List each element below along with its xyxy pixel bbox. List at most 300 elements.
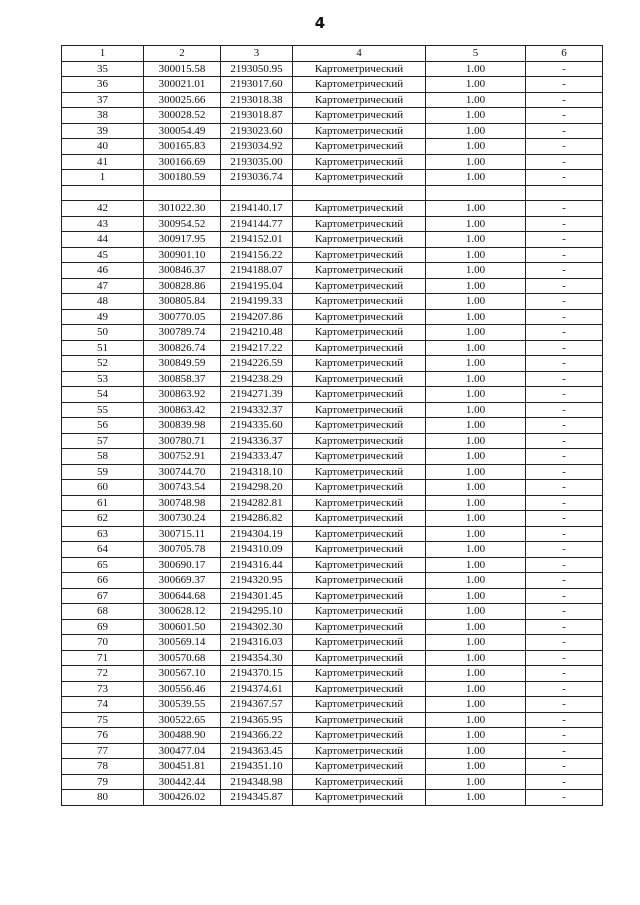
accuracy-cell: 1.00 — [426, 495, 526, 511]
point-number-cell: 80 — [62, 790, 144, 806]
y-coordinate-cell — [221, 185, 293, 201]
method-cell: Картометрический — [293, 650, 426, 666]
y-coordinate-cell: 2194320.95 — [221, 573, 293, 589]
x-coordinate-cell: 300021.01 — [144, 77, 221, 93]
accuracy-cell: 1.00 — [426, 573, 526, 589]
accuracy-cell: 1.00 — [426, 728, 526, 744]
x-coordinate-cell: 300539.55 — [144, 697, 221, 713]
y-coordinate-cell: 2193034.92 — [221, 139, 293, 155]
note-cell: - — [526, 139, 603, 155]
note-cell: - — [526, 108, 603, 124]
point-number-cell: 43 — [62, 216, 144, 232]
x-coordinate-cell: 300858.37 — [144, 371, 221, 387]
table-row — [62, 340, 603, 356]
point-number-cell: 76 — [62, 728, 144, 744]
accuracy-cell: 1.00 — [426, 542, 526, 558]
point-number-cell: 55 — [62, 402, 144, 418]
point-number-cell: 72 — [62, 666, 144, 682]
point-number-cell: 57 — [62, 433, 144, 449]
point-number-cell: 41 — [62, 154, 144, 170]
x-coordinate-cell: 300826.74 — [144, 340, 221, 356]
point-number-cell: 54 — [62, 387, 144, 403]
y-coordinate-cell: 2193023.60 — [221, 123, 293, 139]
x-coordinate-cell: 300522.65 — [144, 712, 221, 728]
method-cell: Картометрический — [293, 123, 426, 139]
y-coordinate-cell: 2194226.59 — [221, 356, 293, 372]
method-cell: Картометрический — [293, 449, 426, 465]
table-row — [62, 697, 603, 713]
accuracy-cell: 1.00 — [426, 356, 526, 372]
accuracy-cell: 1.00 — [426, 650, 526, 666]
y-coordinate-cell: 2194354.30 — [221, 650, 293, 666]
x-coordinate-cell: 300901.10 — [144, 247, 221, 263]
note-cell — [526, 185, 603, 201]
note-cell: - — [526, 201, 603, 217]
accuracy-cell: 1.00 — [426, 371, 526, 387]
point-number-cell: 66 — [62, 573, 144, 589]
x-coordinate-cell: 300748.98 — [144, 495, 221, 511]
method-cell: Картометрический — [293, 247, 426, 263]
accuracy-cell: 1.00 — [426, 557, 526, 573]
method-cell: Картометрический — [293, 201, 426, 217]
method-cell: Картометрический — [293, 340, 426, 356]
y-coordinate-cell: 2194207.86 — [221, 309, 293, 325]
note-cell: - — [526, 371, 603, 387]
table-row — [62, 480, 603, 496]
accuracy-cell: 1.00 — [426, 712, 526, 728]
y-coordinate-cell: 2194374.61 — [221, 681, 293, 697]
x-coordinate-cell: 300730.24 — [144, 511, 221, 527]
note-cell: - — [526, 697, 603, 713]
x-coordinate-cell: 300863.92 — [144, 387, 221, 403]
y-coordinate-cell: 2194144.77 — [221, 216, 293, 232]
point-number-cell: 38 — [62, 108, 144, 124]
method-cell: Картометрический — [293, 77, 426, 93]
note-cell: - — [526, 759, 603, 775]
accuracy-cell: 1.00 — [426, 170, 526, 186]
method-cell: Картометрический — [293, 728, 426, 744]
accuracy-cell: 1.00 — [426, 278, 526, 294]
x-coordinate-cell: 301022.30 — [144, 201, 221, 217]
method-cell: Картометрический — [293, 263, 426, 279]
method-cell: Картометрический — [293, 774, 426, 790]
y-coordinate-cell: 2194363.45 — [221, 743, 293, 759]
note-cell: - — [526, 170, 603, 186]
x-coordinate-cell: 300644.68 — [144, 588, 221, 604]
table-row — [62, 387, 603, 403]
method-cell: Картометрический — [293, 402, 426, 418]
y-coordinate-cell: 2194199.33 — [221, 294, 293, 310]
method-cell — [293, 185, 426, 201]
table-row — [62, 92, 603, 108]
table-row — [62, 759, 603, 775]
x-coordinate-cell: 300601.50 — [144, 619, 221, 635]
table-row — [62, 433, 603, 449]
accuracy-cell: 1.00 — [426, 681, 526, 697]
method-cell: Картометрический — [293, 542, 426, 558]
x-coordinate-cell: 300569.14 — [144, 635, 221, 651]
x-coordinate-cell: 300570.68 — [144, 650, 221, 666]
method-cell: Картометрический — [293, 712, 426, 728]
note-cell: - — [526, 247, 603, 263]
method-cell: Картометрический — [293, 294, 426, 310]
method-cell: Картометрический — [293, 573, 426, 589]
x-coordinate-cell: 300744.70 — [144, 464, 221, 480]
y-coordinate-cell: 2194351.10 — [221, 759, 293, 775]
accuracy-cell: 1.00 — [426, 511, 526, 527]
y-coordinate-cell: 2194286.82 — [221, 511, 293, 527]
accuracy-cell: 1.00 — [426, 92, 526, 108]
table-row — [62, 108, 603, 124]
table-row — [62, 743, 603, 759]
table-row — [62, 495, 603, 511]
method-cell: Картометрический — [293, 557, 426, 573]
note-cell: - — [526, 92, 603, 108]
method-cell: Картометрический — [293, 325, 426, 341]
method-cell: Картометрический — [293, 635, 426, 651]
point-number-cell: 63 — [62, 526, 144, 542]
table-row — [62, 666, 603, 682]
accuracy-cell: 1.00 — [426, 247, 526, 263]
coordinates-table — [61, 45, 603, 806]
note-cell: - — [526, 619, 603, 635]
table-row — [62, 402, 603, 418]
point-number-cell: 45 — [62, 247, 144, 263]
x-coordinate-cell: 300628.12 — [144, 604, 221, 620]
accuracy-cell: 1.00 — [426, 635, 526, 651]
table-row — [62, 201, 603, 217]
y-coordinate-cell: 2193017.60 — [221, 77, 293, 93]
y-coordinate-cell: 2193050.95 — [221, 61, 293, 77]
note-cell: - — [526, 340, 603, 356]
y-coordinate-cell: 2194336.37 — [221, 433, 293, 449]
point-number-cell: 53 — [62, 371, 144, 387]
method-cell: Картометрический — [293, 154, 426, 170]
accuracy-cell: 1.00 — [426, 402, 526, 418]
x-coordinate-cell: 300015.58 — [144, 61, 221, 77]
table-separator-row — [62, 185, 603, 201]
point-number-cell: 77 — [62, 743, 144, 759]
y-coordinate-cell: 2194316.03 — [221, 635, 293, 651]
table-row — [62, 526, 603, 542]
accuracy-cell: 1.00 — [426, 294, 526, 310]
y-coordinate-cell: 2194301.45 — [221, 588, 293, 604]
note-cell: - — [526, 464, 603, 480]
table-row — [62, 325, 603, 341]
note-cell: - — [526, 294, 603, 310]
point-number-cell: 1 — [62, 170, 144, 186]
x-coordinate-cell: 300442.44 — [144, 774, 221, 790]
x-coordinate-cell: 300839.98 — [144, 418, 221, 434]
y-coordinate-cell: 2194304.19 — [221, 526, 293, 542]
note-cell: - — [526, 232, 603, 248]
table-row — [62, 790, 603, 806]
table-row — [62, 650, 603, 666]
table-row — [62, 139, 603, 155]
accuracy-cell: 1.00 — [426, 61, 526, 77]
point-number-cell: 39 — [62, 123, 144, 139]
note-cell: - — [526, 557, 603, 573]
x-coordinate-cell: 300846.37 — [144, 263, 221, 279]
table-row — [62, 216, 603, 232]
accuracy-cell: 1.00 — [426, 216, 526, 232]
table-row — [62, 263, 603, 279]
method-cell: Картометрический — [293, 61, 426, 77]
table-header-row — [62, 46, 603, 62]
table-row — [62, 681, 603, 697]
y-coordinate-cell: 2194217.22 — [221, 340, 293, 356]
x-coordinate-cell: 300166.69 — [144, 154, 221, 170]
accuracy-cell: 1.00 — [426, 154, 526, 170]
point-number-cell: 78 — [62, 759, 144, 775]
x-coordinate-cell: 300780.71 — [144, 433, 221, 449]
column-header-x-coordinate: 2 — [144, 46, 221, 62]
accuracy-cell: 1.00 — [426, 309, 526, 325]
method-cell: Картометрический — [293, 604, 426, 620]
x-coordinate-cell: 300028.52 — [144, 108, 221, 124]
method-cell: Картометрический — [293, 433, 426, 449]
x-coordinate-cell: 300567.10 — [144, 666, 221, 682]
note-cell: - — [526, 61, 603, 77]
note-cell: - — [526, 154, 603, 170]
method-cell: Картометрический — [293, 309, 426, 325]
method-cell: Картометрический — [293, 759, 426, 775]
column-header-accuracy: 5 — [426, 46, 526, 62]
y-coordinate-cell: 2194316.44 — [221, 557, 293, 573]
method-cell: Картометрический — [293, 681, 426, 697]
page-number: 4 — [314, 14, 326, 32]
method-cell: Картометрический — [293, 588, 426, 604]
note-cell: - — [526, 728, 603, 744]
point-number-cell: 65 — [62, 557, 144, 573]
method-cell: Картометрический — [293, 480, 426, 496]
note-cell: - — [526, 743, 603, 759]
point-number-cell: 48 — [62, 294, 144, 310]
accuracy-cell: 1.00 — [426, 325, 526, 341]
note-cell: - — [526, 263, 603, 279]
y-coordinate-cell: 2194348.98 — [221, 774, 293, 790]
accuracy-cell: 1.00 — [426, 418, 526, 434]
accuracy-cell: 1.00 — [426, 433, 526, 449]
x-coordinate-cell: 300863.42 — [144, 402, 221, 418]
table-row — [62, 154, 603, 170]
y-coordinate-cell: 2193018.87 — [221, 108, 293, 124]
table-row — [62, 371, 603, 387]
table-row — [62, 635, 603, 651]
accuracy-cell: 1.00 — [426, 480, 526, 496]
method-cell: Картометрический — [293, 356, 426, 372]
y-coordinate-cell: 2194238.29 — [221, 371, 293, 387]
note-cell: - — [526, 123, 603, 139]
note-cell: - — [526, 418, 603, 434]
column-header-point-number: 1 — [62, 46, 144, 62]
x-coordinate-cell: 300805.84 — [144, 294, 221, 310]
accuracy-cell: 1.00 — [426, 201, 526, 217]
y-coordinate-cell: 2194370.15 — [221, 666, 293, 682]
point-number-cell: 67 — [62, 588, 144, 604]
y-coordinate-cell: 2194298.20 — [221, 480, 293, 496]
table-row — [62, 604, 603, 620]
note-cell: - — [526, 449, 603, 465]
table-row — [62, 309, 603, 325]
method-cell: Картометрический — [293, 495, 426, 511]
y-coordinate-cell: 2193036.74 — [221, 170, 293, 186]
method-cell: Картометрический — [293, 619, 426, 635]
note-cell: - — [526, 666, 603, 682]
table-row — [62, 232, 603, 248]
note-cell: - — [526, 216, 603, 232]
note-cell: - — [526, 433, 603, 449]
point-number-cell: 44 — [62, 232, 144, 248]
point-number-cell: 56 — [62, 418, 144, 434]
x-coordinate-cell: 300849.59 — [144, 356, 221, 372]
x-coordinate-cell: 300165.83 — [144, 139, 221, 155]
note-cell: - — [526, 480, 603, 496]
table-row — [62, 294, 603, 310]
point-number-cell: 79 — [62, 774, 144, 790]
table-row — [62, 170, 603, 186]
table-row — [62, 123, 603, 139]
point-number-cell: 75 — [62, 712, 144, 728]
point-number-cell: 71 — [62, 650, 144, 666]
method-cell: Картометрический — [293, 371, 426, 387]
table-row — [62, 449, 603, 465]
y-coordinate-cell: 2194333.47 — [221, 449, 293, 465]
accuracy-cell — [426, 185, 526, 201]
table-row — [62, 588, 603, 604]
note-cell: - — [526, 77, 603, 93]
y-coordinate-cell: 2194345.87 — [221, 790, 293, 806]
x-coordinate-cell: 300556.46 — [144, 681, 221, 697]
point-number-cell: 59 — [62, 464, 144, 480]
accuracy-cell: 1.00 — [426, 790, 526, 806]
accuracy-cell: 1.00 — [426, 774, 526, 790]
y-coordinate-cell: 2193035.00 — [221, 154, 293, 170]
note-cell: - — [526, 635, 603, 651]
y-coordinate-cell: 2194152.01 — [221, 232, 293, 248]
note-cell: - — [526, 542, 603, 558]
y-coordinate-cell: 2194140.17 — [221, 201, 293, 217]
accuracy-cell: 1.00 — [426, 340, 526, 356]
method-cell: Картометрический — [293, 511, 426, 527]
point-number-cell: 42 — [62, 201, 144, 217]
y-coordinate-cell: 2194295.10 — [221, 604, 293, 620]
note-cell: - — [526, 387, 603, 403]
point-number-cell: 49 — [62, 309, 144, 325]
point-number-cell: 37 — [62, 92, 144, 108]
method-cell: Картометрический — [293, 666, 426, 682]
accuracy-cell: 1.00 — [426, 666, 526, 682]
table-row — [62, 511, 603, 527]
x-coordinate-cell: 300770.05 — [144, 309, 221, 325]
note-cell: - — [526, 712, 603, 728]
note-cell: - — [526, 309, 603, 325]
note-cell: - — [526, 681, 603, 697]
x-coordinate-cell: 300180.59 — [144, 170, 221, 186]
table-row — [62, 573, 603, 589]
accuracy-cell: 1.00 — [426, 123, 526, 139]
note-cell: - — [526, 650, 603, 666]
note-cell: - — [526, 325, 603, 341]
point-number-cell: 62 — [62, 511, 144, 527]
column-header-note: 6 — [526, 46, 603, 62]
table-row — [62, 247, 603, 263]
accuracy-cell: 1.00 — [426, 464, 526, 480]
accuracy-cell: 1.00 — [426, 387, 526, 403]
y-coordinate-cell: 2194195.04 — [221, 278, 293, 294]
method-cell: Картометрический — [293, 790, 426, 806]
y-coordinate-cell: 2194365.95 — [221, 712, 293, 728]
method-cell: Картометрический — [293, 139, 426, 155]
y-coordinate-cell: 2194366.22 — [221, 728, 293, 744]
point-number-cell: 35 — [62, 61, 144, 77]
point-number-cell: 46 — [62, 263, 144, 279]
accuracy-cell: 1.00 — [426, 604, 526, 620]
note-cell: - — [526, 278, 603, 294]
x-coordinate-cell: 300451.81 — [144, 759, 221, 775]
point-number-cell: 61 — [62, 495, 144, 511]
x-coordinate-cell: 300917.95 — [144, 232, 221, 248]
y-coordinate-cell: 2194271.39 — [221, 387, 293, 403]
accuracy-cell: 1.00 — [426, 232, 526, 248]
point-number-cell: 64 — [62, 542, 144, 558]
method-cell: Картометрический — [293, 108, 426, 124]
table-row — [62, 712, 603, 728]
table-row — [62, 356, 603, 372]
method-cell: Картометрический — [293, 526, 426, 542]
y-coordinate-cell: 2194335.60 — [221, 418, 293, 434]
y-coordinate-cell: 2194188.07 — [221, 263, 293, 279]
point-number-cell: 36 — [62, 77, 144, 93]
point-number-cell: 74 — [62, 697, 144, 713]
x-coordinate-cell: 300789.74 — [144, 325, 221, 341]
accuracy-cell: 1.00 — [426, 619, 526, 635]
column-header-y-coordinate: 3 — [221, 46, 293, 62]
x-coordinate-cell: 300690.17 — [144, 557, 221, 573]
table-row — [62, 557, 603, 573]
table-row — [62, 542, 603, 558]
x-coordinate-cell: 300054.49 — [144, 123, 221, 139]
note-cell: - — [526, 604, 603, 620]
x-coordinate-cell: 300477.04 — [144, 743, 221, 759]
x-coordinate-cell: 300488.90 — [144, 728, 221, 744]
x-coordinate-cell — [144, 185, 221, 201]
point-number-cell: 47 — [62, 278, 144, 294]
x-coordinate-cell: 300954.52 — [144, 216, 221, 232]
table-row — [62, 418, 603, 434]
x-coordinate-cell: 300705.78 — [144, 542, 221, 558]
x-coordinate-cell: 300715.11 — [144, 526, 221, 542]
y-coordinate-cell: 2194332.37 — [221, 402, 293, 418]
method-cell: Картометрический — [293, 743, 426, 759]
table-row — [62, 774, 603, 790]
x-coordinate-cell: 300752.91 — [144, 449, 221, 465]
method-cell: Картометрический — [293, 92, 426, 108]
note-cell: - — [526, 526, 603, 542]
note-cell: - — [526, 588, 603, 604]
accuracy-cell: 1.00 — [426, 759, 526, 775]
x-coordinate-cell: 300426.02 — [144, 790, 221, 806]
point-number-cell: 52 — [62, 356, 144, 372]
accuracy-cell: 1.00 — [426, 526, 526, 542]
table-row — [62, 464, 603, 480]
x-coordinate-cell: 300025.66 — [144, 92, 221, 108]
table-row — [62, 278, 603, 294]
point-number-cell: 73 — [62, 681, 144, 697]
note-cell: - — [526, 790, 603, 806]
accuracy-cell: 1.00 — [426, 588, 526, 604]
method-cell: Картометрический — [293, 387, 426, 403]
